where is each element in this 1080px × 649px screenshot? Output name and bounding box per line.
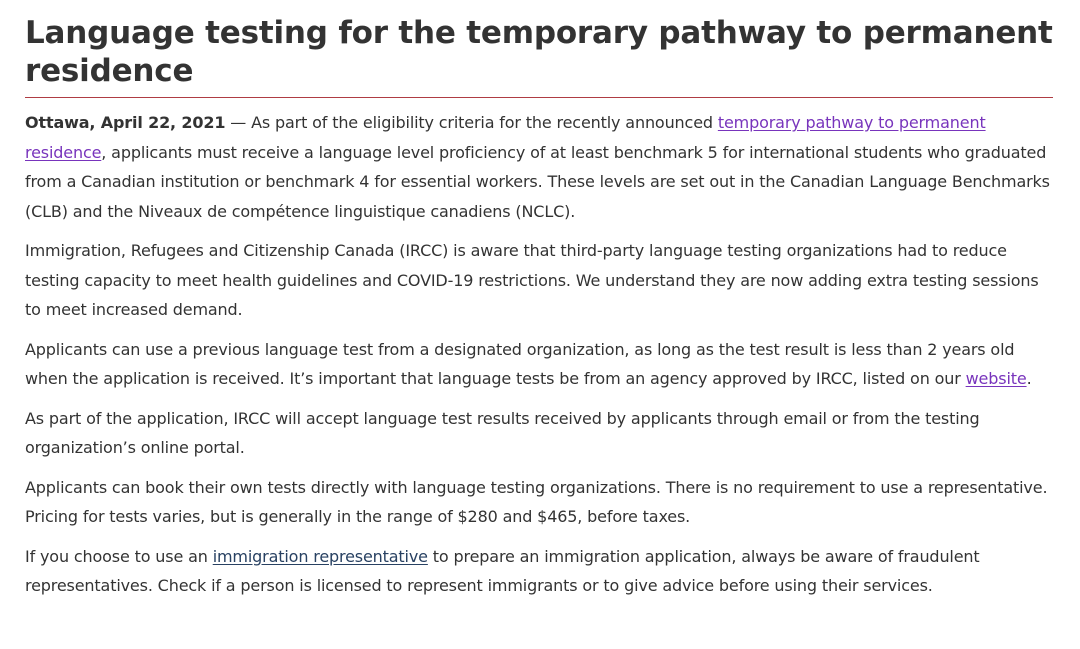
paragraph-intro	[25, 108, 1053, 226]
paragraph-representatives	[25, 542, 1053, 601]
news-article	[25, 14, 1053, 611]
paragraph-text: Applicants can use a previous language test from a designated organization, as long as the test result is less than 2 years old when the application is received. It’s important that language tests be from an agency approved by IRCC, listed on our	[25, 339, 1015, 388]
paragraph-previous-test	[25, 335, 1053, 394]
paragraph-text: If you choose to use an	[25, 546, 213, 566]
paragraph-booking-pricing: Applicants can book their own tests directly with language testing organizations. There is no requirement to use a representative. Pricing for tests varies, but is generally in the range of $280 and $465, before taxes.	[25, 477, 1048, 526]
temporary-pathway-link[interactable]: temporary pathway to permanent residence	[25, 113, 986, 162]
paragraph-text: to prepare an immigration application, always be aware of fraudulent representatives. Check if a person is licensed to represent immigrants or to give advice before using their services.	[25, 546, 980, 595]
paragraph-text: .	[1026, 369, 1032, 388]
paragraph-text: — As part of the eligibility criteria for the recently announced	[225, 113, 718, 132]
dateline: Ottawa, April 22, 2021	[25, 113, 226, 132]
website-link[interactable]: website	[965, 369, 1027, 388]
page-title: Language testing for the temporary pathway to permanent residence	[25, 14, 1053, 98]
immigration-representative-link[interactable]: immigration representative	[212, 546, 428, 566]
paragraph-test-results: As part of the application, IRCC will accept language test results received by applicants through email or from the testing organization’s online portal.	[25, 408, 980, 457]
paragraph-ircc-capacity: Immigration, Refugees and Citizenship Canada (IRCC) is aware that third-party language testing organizations had to reduce testing capacity to meet health guidelines and COVID-19 restrictions. We understand they are now adding extra testing sessions to meet increased demand.	[25, 241, 1039, 319]
paragraph-text: , applicants must receive a language level proficiency of at least benchmark 5 for international students who graduated from a Canadian institution or benchmark 4 for essential workers. These levels are set out in the Canadian Language Benchmarks (CLB) and the Niveaux de compétence linguistique canadiens (NCLC).	[25, 142, 1050, 221]
article-body	[25, 108, 1053, 601]
